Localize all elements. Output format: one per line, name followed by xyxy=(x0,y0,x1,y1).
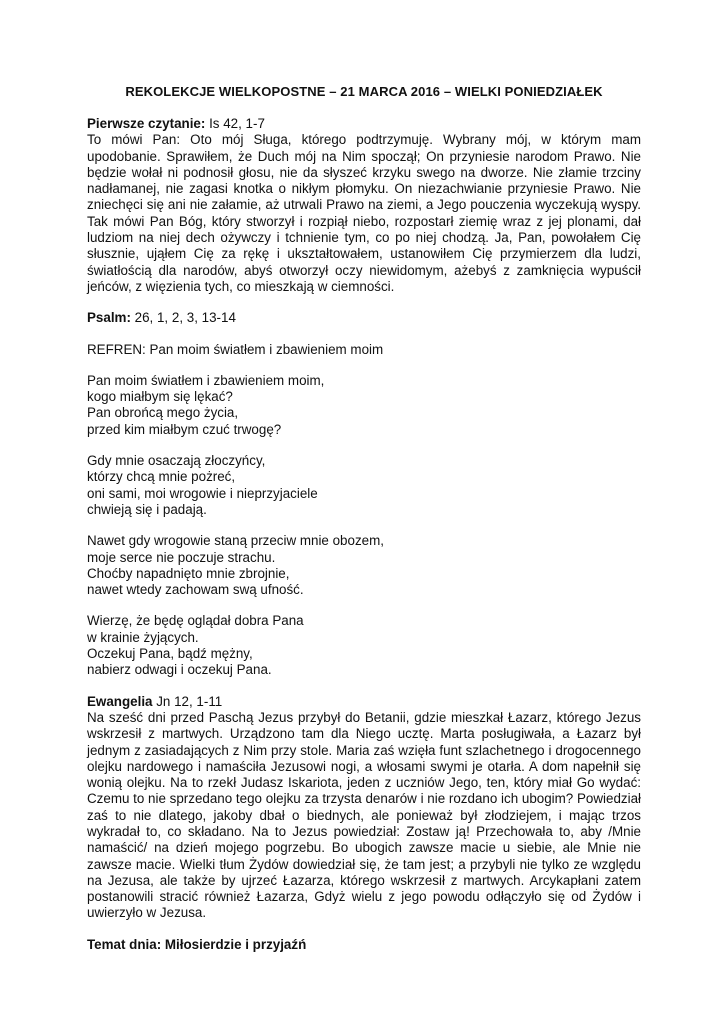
spacer xyxy=(87,679,641,694)
psalm-line: oni sami, moi wrogowie i nieprzyjaciele xyxy=(87,485,318,501)
psalm-line: Pan moim światłem i zbawieniem moim, xyxy=(87,372,325,388)
psalm-heading xyxy=(87,310,641,326)
first-reading-text: To mówi Pan: Oto mój Sługa, którego podtrzymuję. Wybrany mój, w którym mam upodobanie. Sprawiłem, że Duch mój na Nim spoczął; On przyniesie narodom Prawo. Nie będzie wołał ni podnosił głosu, nie da słyszeć krzyku swego na dworze. Nie złamie trzciny nadłamanej, nie zagasi knotka o nikłym płomyku. On niezachwianie przyniesie Prawo. Nie zniechęci się ani nie załamie, aż utrwali Prawo na ziemi, a Jego pouczenia wyczekują wyspy. Tak mówi Pan Bóg, który stworzył i rozpiął niebo, rozpostarł ziemię wraz z jej plonami, dał ludziom na niej dech ożywczy i tchnienie tym, co po niej chodzą. Ja, Pan, powołałem Cię słusznie, ująłem Cię za rękę i ukształtowałem, ustanowiłem Cię przymierzem dla ludzi, światłością dla narodów, abyś otworzył oczy niewidomym, ażebyś z zamknięcia wypuścił jeńców, z więzienia tych, co mieszkają w ciemności. xyxy=(87,132,641,294)
gospel-heading xyxy=(87,694,641,710)
spacer xyxy=(87,295,641,310)
psalm-label: Psalm: xyxy=(87,310,131,326)
spacer xyxy=(87,438,641,453)
spacer xyxy=(87,922,641,937)
psalm-stanza xyxy=(87,373,641,438)
spacer xyxy=(87,598,641,613)
document-page xyxy=(87,84,641,953)
psalm-line: w krainie żyjących. xyxy=(87,629,199,645)
psalm-line: Oczekuj Pana, bądź mężny, xyxy=(87,646,253,662)
first-reading-reference: Is 42, 1-7 xyxy=(205,116,265,131)
first-reading-label: Pierwsze czytanie: xyxy=(87,116,206,131)
gospel-section xyxy=(87,694,641,922)
theme-section xyxy=(87,937,641,953)
first-reading-heading xyxy=(87,116,641,132)
gospel-reference: Jn 12, 1-11 xyxy=(152,693,223,709)
psalm-stanza xyxy=(87,453,641,518)
psalm-line: kogo miałbym się lękać? xyxy=(87,389,233,405)
gospel-label: Ewangelia xyxy=(87,693,153,709)
psalm-line: moje serce nie poczuje strachu. xyxy=(87,549,276,565)
psalm-line: Gdy mnie osaczają złoczyńcy, xyxy=(87,453,266,469)
psalm-line: którzy chcą mnie pożreć, xyxy=(87,469,236,485)
first-reading-section xyxy=(87,116,641,295)
psalm-refrain: REFREN: Pan moim światłem i zbawieniem moim xyxy=(87,341,384,357)
spacer xyxy=(87,358,641,373)
gospel-text: Na sześć dni przed Paschą Jezus przybył do Betanii, gdzie mieszkał Łazarz, którego Jezus wskrzesił z martwych. Urządzono tam dla Niego ucztę. Marta posługiwała, a Łazarz był jednym z zasiadających z Nim przy stole. Maria zaś wzięła funt szlachetnego i drogocennego olejku nardowego i namaściła Jezusowi nogi, a włosami swymi je otarła. A dom napełnił się wonią olejku. Na to rzekł Judasz Iskariota, jeden z uczniów Jego, ten, który miał Go wydać: Czemu to nie sprzedano tego olejku za trzysta denarów i nie rozdano ich ubogim? Powiedział zaś to nie dlatego, jakoby dbał o biednych, ale ponieważ był złodziejem, i mając trzos wykradał to, co składano. Na to Jezus powiedział: Zostaw ją! Przechowała to, aby /Mnie namaścić/ na dzień mojego pogrzebu. Bo ubogich zawsze macie u siebie, ale Mnie nie zawsze macie. Wielki tłum Żydów dowiedział się, że tam jest; a przybyli nie tylko ze względu na Jezusa, ale także by ujrzeć Łazarza, którego wskrzesił z martwych. Arcykapłani zatem postanowili stracić również Łazarza, Gdyż wielu z jego powodu odłączyło się od Żydów i uwierzyło w Jezusa. xyxy=(87,709,641,921)
psalm-line: chwieją się i padają. xyxy=(87,501,207,517)
spacer xyxy=(87,327,641,342)
psalm-line: Nawet gdy wrogowie staną przeciw mnie obozem, xyxy=(87,533,384,549)
psalm-line: przed kim miałbym czuć trwogę? xyxy=(87,421,282,437)
psalm-line: Wierzę, że będę oglądał dobra Pana xyxy=(87,613,304,629)
psalm-stanza xyxy=(87,533,641,598)
psalm-line: Pan obrońcą mego życia, xyxy=(87,405,239,421)
psalm-line: Choćby napadnięto mnie zbrojnie, xyxy=(87,565,290,581)
psalm-stanza xyxy=(87,613,641,678)
theme-heading: Temat dnia: Miłosierdzie i przyjaźń xyxy=(87,936,307,952)
psalm-section xyxy=(87,310,641,678)
spacer xyxy=(87,518,641,533)
psalm-line: nawet wtedy zachowam swą ufność. xyxy=(87,582,304,598)
document-title: REKOLEKCJE WIELKOPOSTNE – 21 MARCA 2016 – WIELKI PONIEDZIAŁEK xyxy=(125,84,603,99)
psalm-reference: 26, 1, 2, 3, 13-14 xyxy=(130,310,236,326)
psalm-line: nabierz odwagi i oczekuj Pana. xyxy=(87,662,272,678)
